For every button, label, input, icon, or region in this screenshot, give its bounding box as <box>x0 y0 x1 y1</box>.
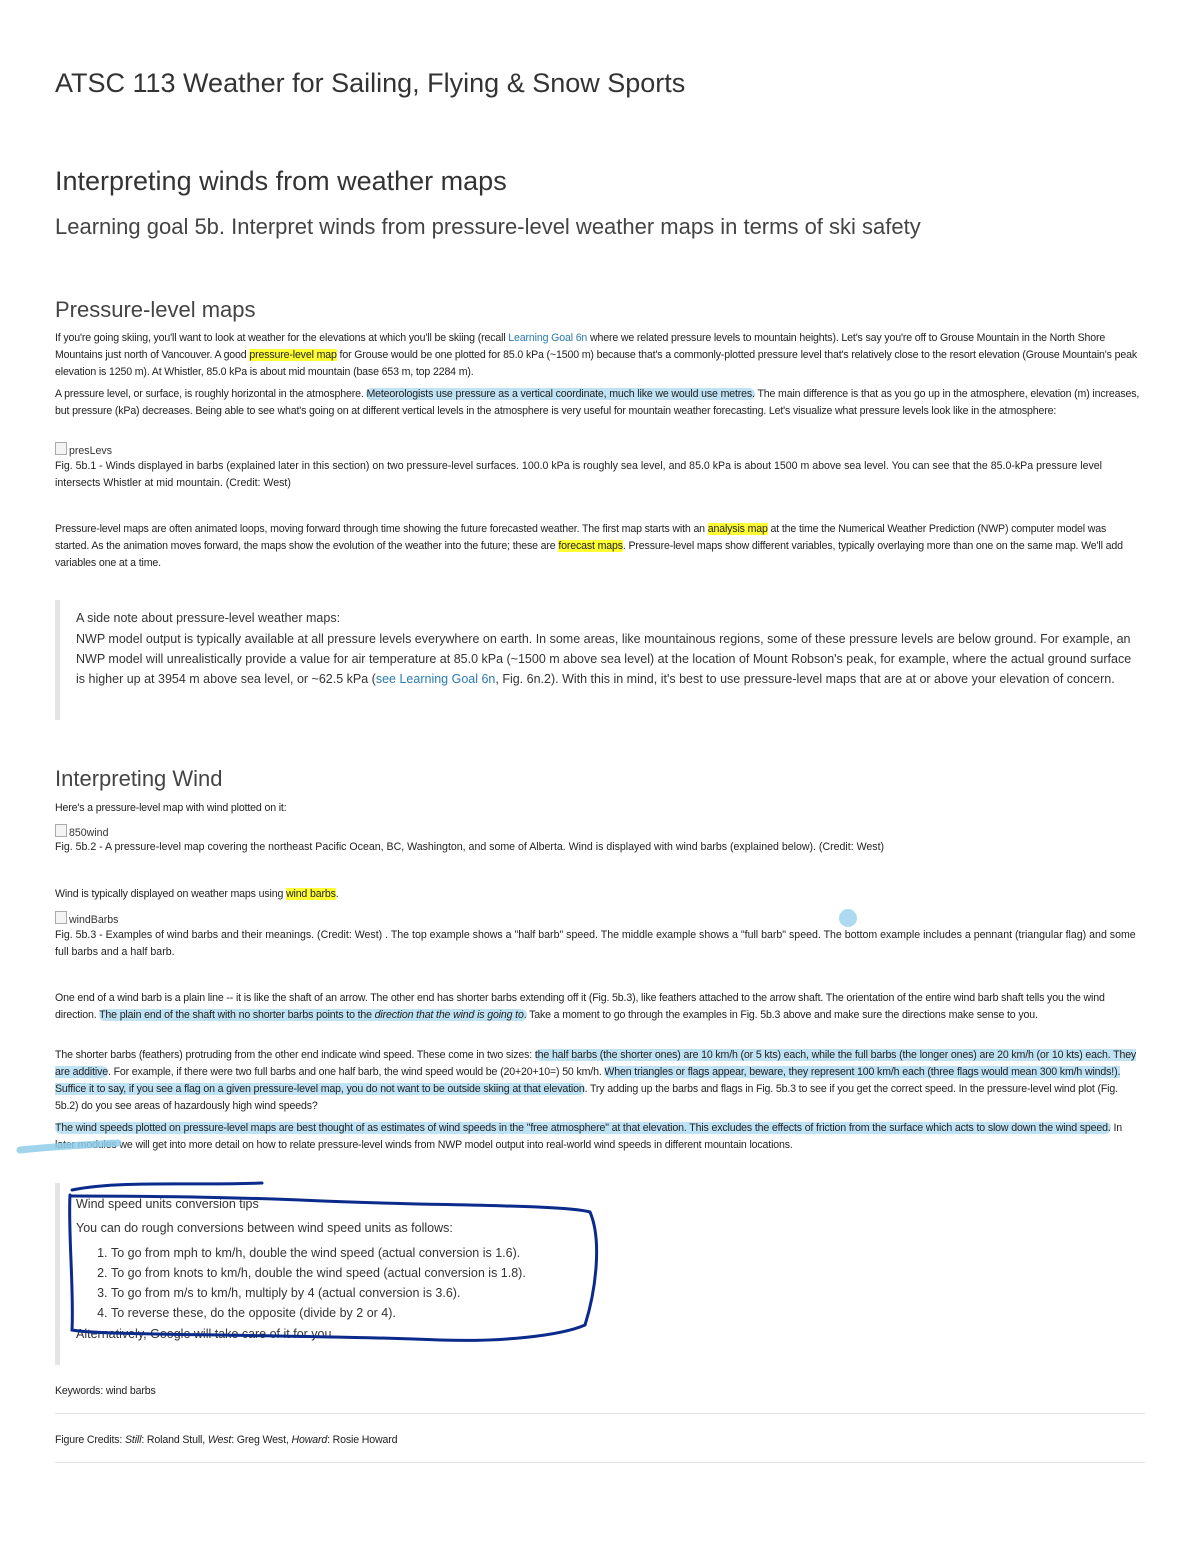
figure-850wind-image: 850wind <box>55 824 108 839</box>
figure-credits: Figure Credits: Still: Roland Stull, West: Greg West, Howard: Rosie Howard <box>55 1434 398 1446</box>
paragraph-barb-speed: The shorter barbs (feathers) protruding from the other end indicate wind speed. These come in two sizes: the half barbs (the shorter ones) are 10 km/h (or 5 kts) each, while the full barbs (the longer ones) are 20 km/h (or 10 kts) each. They are additive. For example, if there were two full barbs and one half barb, the wind speed would be (20+20+10=) 50 km/h. When triangles or flags appear, beware, they represent 100 km/h each (three flags would mean 300 km/h winds!). Suffice it to say, if you see a flag on a given pressure-level map, you do not want to be outside skiing at that elevation. Try adding up the barbs and flags in Fig. 5b.3 to see if you get the correct speed. In the pressure-level wind plot (Fig. 5b.2) do you see areas of hazardously high wind speeds? <box>55 1049 1137 1112</box>
tip-item: 1. To go from mph to km/h, double the wind speed (actual conversion is 1.6). <box>111 1243 1140 1263</box>
divider <box>55 1462 1145 1463</box>
section-heading-interpreting-wind: Interpreting Wind <box>55 766 223 791</box>
paragraph-intro: If you're going skiing, you'll want to look at weather for the elevations at which you'll be skiing (recall Learning Goal 6n where we related pressure levels to mountain heights). Let's say you're off to Grouse Mountain in the North Shore Mountains just north of Vancouver. A good pressure-level map for Grouse would be one plotted for 85.0 kPa (~1500 m) because that's a commonly-plotted pressure level that's relatively close to the resort elevation (Grouse Mountain's peak elevation is 1250 m). At Whistler, 85.0 kPa is about mid mountain (base 653 m, top 2284 m). <box>55 332 1137 378</box>
paragraph-pressure-level: A pressure level, or surface, is roughly horizontal in the atmosphere. Meteorologists use pressure as a vertical coordinate, much like we would use metres. The main difference is that as you go up in the atmosphere, elevation (m) increases, but pressure (kPa) decreases. Being able to see what's going on at different vertical levels in the atmosphere is very useful for mountain weather forecasting. Let's visualize what pressure levels look like in the atmosphere: <box>55 388 1140 417</box>
paragraph-free-atmosphere: The wind speeds plotted on pressure-level maps are best thought of as estimates of wind speeds in the "free atmosphere" at that elevation. This excludes the effects of friction from the surface which acts to slow down the wind speed. In later modules we will get into more detail on how to relate pressure-level winds from NWP model output into real-world wind speeds in different mountain locations. <box>55 1122 1123 1151</box>
ink-dot <box>839 909 857 927</box>
see-learning-goal-link[interactable]: see Learning Goal 6n <box>375 672 496 686</box>
highlight-vertical-coordinate: Meteorologists use pressure as a vertical coordinate, much like we would use metres. <box>366 388 755 400</box>
highlight-wind-barbs: wind barbs <box>285 888 336 900</box>
highlight-half-full-barbs: the half barbs (the shorter ones) are 10 km/h (or 5 kts) each, while the full barbs (the longer ones) are 20 km/h (or 10 kts) each. They are additive <box>55 1049 1137 1078</box>
side-note-title: A side note about pressure-level weather maps: <box>76 611 341 625</box>
paragraph-barb-direction: One end of a wind barb is a plain line -- it is like the shaft of an arrow. The other end has shorter barbs extending off it (Fig. 5b.3), like feathers attached to the arrow shaft. The orientation of the entire wind barb shaft tells you the wind direction. The plain end of the shaft with no shorter barbs points to the direction that the wind is going to. Take a moment to go through the examples in Fig. 5b.3 above and make sure the directions make sense to you. <box>55 992 1105 1021</box>
highlight-pressure-level-map: pressure-level map <box>249 349 337 361</box>
tips-title: Wind speed units conversion tips <box>76 1197 259 1211</box>
paragraph-animated-loops: Pressure-level maps are often animated loops, moving forward through time showing the future forecasted weather. The first map starts with an analysis map at the time the Numerical Weather Prediction (NWP) computer model was started. As the animation moves forward, the maps show the evolution of the weather into the future; these are forecast maps. Pressure-level maps show different variables, typically overlaying more than one on the same map. We'll add variables one at a time. <box>55 523 1123 569</box>
figure-pres-levs-image: presLevs <box>55 442 112 457</box>
figure-caption-5b3: Fig. 5b.3 - Examples of wind barbs and their meanings. (Credit: West) . The top example shows a "half barb" speed. The middle example shows a "full barb" speed. The bottom example includes a pennant (triangular flag) and some full barbs and a half barb. <box>55 929 1136 958</box>
figure-caption-5b2: Fig. 5b.2 - A pressure-level map covering the northeast Pacific Ocean, BC, Washington, and some of Alberta. Wind is displayed with wind barbs (explained below). (Credit: West) <box>55 841 885 853</box>
highlight-flags: When triangles or flags appear, beware, they represent 100 km/h each (three flags would mean 300 km/h winds!). Suffice it to say, if you see a flag on a given pressure-level map, you do not want to be outside skiing at that elevation <box>55 1066 1121 1095</box>
highlight-forecast-maps: forecast maps <box>558 540 623 552</box>
broken-image-icon <box>55 824 67 837</box>
learning-goal: Learning goal 5b. Interpret winds from pressure-level weather maps in terms of ski safety <box>55 214 921 239</box>
conversion-tips-box <box>55 1183 1140 1365</box>
highlight-plain-end: The plain end of the shaft with no shorter barbs points to the direction that the wind is going to. <box>99 1009 527 1021</box>
page-title: Interpreting winds from weather maps <box>55 166 507 196</box>
broken-image-icon <box>55 442 67 455</box>
side-note-box <box>55 600 1140 720</box>
tips-list <box>76 1243 1140 1323</box>
tip-item: 3. To go from m/s to km/h, multiply by 4 (actual conversion is 3.6). <box>111 1283 1140 1303</box>
figure-caption-5b1: Fig. 5b.1 - Winds displayed in barbs (explained later in this section) on two pressure-level surfaces. 100.0 kPa is roughly sea level, and 85.0 kPa is about 1500 m above sea level. You can see that the 85.0-kPa pressure level intersects Whistler at mid mountain. (Credit: West) <box>55 460 1103 489</box>
highlight-free-atmosphere: The wind speeds plotted on pressure-level maps are best thought of as estimates of wind speeds in the "free atmosphere" at that elevation. This excludes the effects of friction from the surface which acts to slow down the wind speed. <box>55 1122 1111 1134</box>
tips-intro: You can do rough conversions between wind speed units as follows: <box>76 1221 453 1235</box>
broken-image-icon <box>55 911 67 924</box>
paragraph-wind-barbs: Wind is typically displayed on weather maps using wind barbs. <box>55 888 339 900</box>
side-note-body: NWP model output is typically available at all pressure levels everywhere on earth. In some areas, like mountainous regions, some of these pressure levels are below ground. For example, an NWP model will unrealistically provide a value for air temperature at 85.0 kPa (~1500 m above sea level) at the location of Mount Robson's peak, for example, where the actual ground surface is higher up at 3954 m above sea level, or ~62.5 kPa (see Learning Goal 6n, Fig. 6n.2). With this in mind, it's best to use pressure-level maps that are at or above your elevation of concern. <box>76 632 1132 686</box>
figure-wind-barbs-image: windBarbs <box>55 911 118 926</box>
learning-goal-link[interactable]: Learning Goal 6n <box>508 332 588 344</box>
divider <box>55 1413 1145 1414</box>
paragraph-wind-intro: Here's a pressure-level map with wind plotted on it: <box>55 802 287 814</box>
highlight-analysis-map: analysis map <box>707 523 768 535</box>
course-title: ATSC 113 Weather for Sailing, Flying & Snow Sports <box>55 68 686 98</box>
tip-item: 4. To reverse these, do the opposite (divide by 2 or 4). <box>111 1303 1140 1323</box>
tips-after: Alternatively, Google will take care of it for you. <box>76 1327 335 1341</box>
keywords: Keywords: wind barbs <box>55 1385 156 1397</box>
tip-item: 2. To go from knots to km/h, double the wind speed (actual conversion is 1.8). <box>111 1263 1140 1283</box>
section-heading-pressure-level-maps: Pressure-level maps <box>55 297 256 322</box>
